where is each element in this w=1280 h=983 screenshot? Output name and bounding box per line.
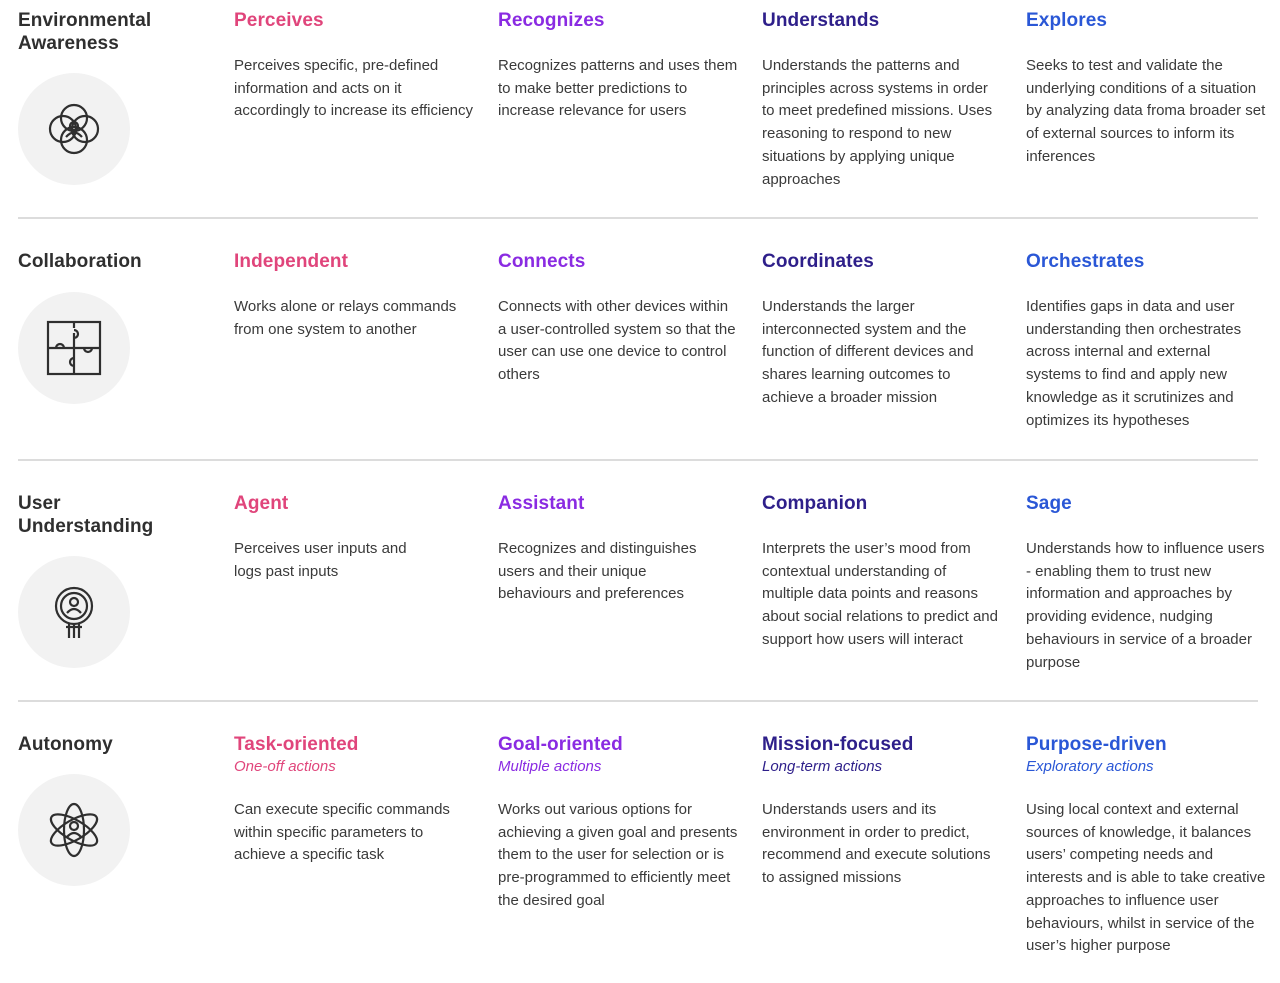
level-description: Understands users and its environment in order to predict, recommend and execute solutions to assigned missions bbox=[762, 801, 991, 887]
level-title: Mission-focused bbox=[762, 734, 914, 755]
magnifier-person-icon bbox=[18, 556, 130, 668]
level-description: Connects with other devices within a user-controlled system so that the user can use one device to control others bbox=[498, 298, 736, 384]
level-description: Understands the patterns and principles across systems in order to meet predefined missions. Uses reasoning to respond to new situations by applying unique approaches bbox=[762, 57, 993, 188]
level-subtitle: Long-term actions bbox=[762, 758, 883, 775]
level-description: Recognizes patterns and uses them to make better predictions to increase relevance for users bbox=[498, 57, 738, 120]
cell-companion bbox=[762, 492, 1002, 652]
level-title: Connects bbox=[498, 251, 586, 272]
cell-connects bbox=[498, 250, 738, 387]
level-title: Recognizes bbox=[498, 10, 605, 31]
level-description: Understands the larger interconnected system and the function of different devices and shares learning outcomes to achieve a broader mission bbox=[762, 298, 974, 406]
level-title: Perceives bbox=[234, 10, 324, 31]
cell-purpose-driven bbox=[1026, 733, 1266, 958]
cell-coordinates bbox=[762, 250, 1002, 410]
row-title: Collaboration bbox=[18, 251, 142, 272]
cell-sage bbox=[1026, 492, 1266, 674]
level-title: Purpose-driven bbox=[1026, 734, 1167, 755]
row-divider bbox=[18, 700, 1258, 702]
level-description: Perceives user inputs and logs past inputs bbox=[234, 540, 407, 580]
cell-mission-focused bbox=[762, 733, 1002, 890]
level-description: Works alone or relays commands from one system to another bbox=[234, 298, 457, 338]
cell-goal-oriented bbox=[498, 733, 738, 913]
level-description: Using local context and external sources of knowledge, it balances users’ competing needs and interests and is able to take creative approaches to influence user behaviours, whilst in service of the user’s higher purpose bbox=[1026, 801, 1266, 955]
level-title: Independent bbox=[234, 251, 349, 272]
cell-task-oriented bbox=[234, 733, 474, 867]
level-description: Identifies gaps in data and user understanding then orchestrates across internal and external systems to find and apply new knowledge as it scrutinizes and optimizes its hypotheses bbox=[1026, 298, 1242, 429]
level-description: Interprets the user’s mood from contextual understanding of multiple data points and reasons about social relations to predict and support how users will interact bbox=[762, 540, 998, 648]
level-description: Recognizes and distinguishes users and their unique behaviours and preferences bbox=[498, 540, 697, 603]
level-title: Goal-oriented bbox=[498, 734, 623, 755]
row-title: Environmental Awareness bbox=[18, 10, 152, 54]
cell-understands bbox=[762, 9, 1002, 191]
cell-recognizes bbox=[498, 9, 738, 123]
cell-orchestrates bbox=[1026, 250, 1266, 432]
level-description: Seeks to test and validate the underlying conditions of a situation by analyzing data froma broader set of external sources to inform its inferences bbox=[1026, 57, 1266, 165]
level-title: Task-oriented bbox=[234, 734, 359, 755]
level-title: Assistant bbox=[498, 493, 585, 514]
row-title: User Understanding bbox=[18, 493, 154, 537]
row-title: Autonomy bbox=[18, 734, 113, 755]
cell-independent bbox=[234, 250, 474, 341]
level-title: Sage bbox=[1026, 493, 1072, 514]
cell-agent bbox=[234, 492, 474, 583]
level-title: Orchestrates bbox=[1026, 251, 1145, 272]
cell-assistant bbox=[498, 492, 738, 606]
row-divider bbox=[18, 217, 1258, 219]
level-subtitle: Multiple actions bbox=[498, 758, 602, 775]
level-description: Understands how to influence users - enabling them to trust new information and approaches by providing evidence, nudging behaviours in service of a broader purpose bbox=[1026, 540, 1265, 671]
puzzle-icon bbox=[18, 292, 130, 404]
level-title: Understands bbox=[762, 10, 880, 31]
row-divider bbox=[18, 459, 1258, 461]
venn-person-icon bbox=[18, 73, 130, 185]
level-subtitle: One-off actions bbox=[234, 758, 336, 775]
level-description: Perceives specific, pre-defined information and acts on it accordingly to increase its efficiency bbox=[234, 57, 474, 120]
level-subtitle: Exploratory actions bbox=[1026, 758, 1154, 775]
level-title: Coordinates bbox=[762, 251, 874, 272]
cell-perceives bbox=[234, 9, 474, 123]
level-title: Companion bbox=[762, 493, 868, 514]
level-title: Agent bbox=[234, 493, 289, 514]
atom-person-icon bbox=[18, 774, 130, 886]
level-title: Explores bbox=[1026, 10, 1108, 31]
cell-explores bbox=[1026, 9, 1266, 169]
level-description: Can execute specific commands within specific parameters to achieve a specific task bbox=[234, 801, 450, 864]
level-description: Works out various options for achieving a given goal and presents them to the user for selection or is pre-programmed to efficiently meet the desired goal bbox=[498, 801, 738, 909]
